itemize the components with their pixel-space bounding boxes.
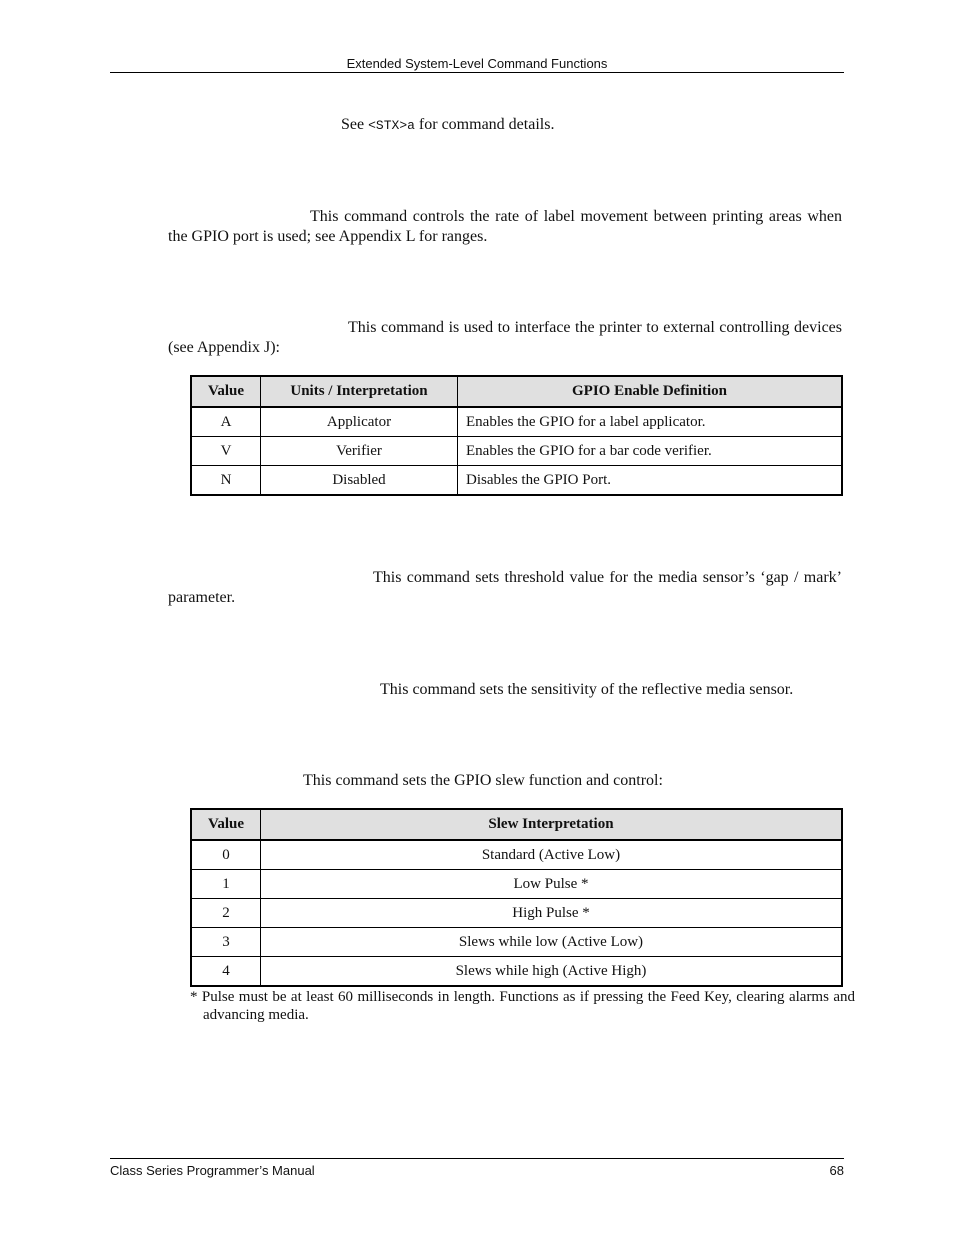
table-row bbox=[191, 437, 842, 466]
column-header: Value bbox=[191, 376, 261, 407]
column-header: Value bbox=[191, 809, 261, 840]
header-title: Extended System-Level Command Functions bbox=[346, 56, 608, 71]
label-movement-paragraph bbox=[168, 207, 842, 247]
table-cell: 4 bbox=[191, 957, 261, 987]
table-cell: Slews while high (Active High) bbox=[261, 957, 843, 987]
table-row bbox=[191, 899, 842, 928]
table-cell: 0 bbox=[191, 840, 261, 870]
pulse-footnote: * Pulse must be at least 60 milliseconds in length. Functions as if pressing the Feed Key, clearing alarms and advancing media. bbox=[190, 989, 855, 1023]
table-row bbox=[191, 957, 842, 987]
table-cell: Enables the GPIO for a label applicator. bbox=[458, 407, 843, 437]
table-header-row bbox=[191, 376, 842, 407]
table-cell: Disables the GPIO Port. bbox=[458, 466, 843, 496]
sensitivity-paragraph bbox=[380, 680, 840, 700]
table-cell: Disabled bbox=[261, 466, 458, 496]
page-footer bbox=[110, 1158, 844, 1178]
table-cell: 2 bbox=[191, 899, 261, 928]
column-header: Units / Interpretation bbox=[261, 376, 458, 407]
threshold-paragraph bbox=[168, 568, 842, 608]
table-cell: Slews while low (Active Low) bbox=[261, 928, 843, 957]
slew-table bbox=[190, 808, 843, 987]
label-movement-text: This command controls the rate of label movement between printing areas when the GPIO port is used; see Appendix L for ranges. bbox=[168, 208, 842, 245]
table-cell: 3 bbox=[191, 928, 261, 957]
table-cell: High Pulse * bbox=[261, 899, 843, 928]
page-header bbox=[110, 56, 844, 73]
page-number: 68 bbox=[829, 1163, 844, 1178]
gpio-interface-paragraph bbox=[168, 318, 842, 358]
table-cell: 1 bbox=[191, 870, 261, 899]
see-suffix: for command details. bbox=[414, 116, 555, 133]
table-row bbox=[191, 870, 842, 899]
table-cell: Verifier bbox=[261, 437, 458, 466]
table-row bbox=[191, 840, 842, 870]
see-prefix: See bbox=[341, 116, 369, 133]
table-row bbox=[191, 928, 842, 957]
table-header-row bbox=[191, 809, 842, 840]
manual-title: Class Series Programmer’s Manual bbox=[110, 1163, 315, 1178]
table-row bbox=[191, 407, 842, 437]
gpio-enable-table bbox=[190, 375, 843, 496]
gpio-interface-text: This command is used to interface the printer to external controlling devices (see Appendix J): bbox=[168, 319, 842, 356]
table-cell: Applicator bbox=[261, 407, 458, 437]
column-header: GPIO Enable Definition bbox=[458, 376, 843, 407]
stx-code: <STX>a bbox=[368, 118, 415, 133]
table-cell: N bbox=[191, 466, 261, 496]
column-header: Slew Interpretation bbox=[261, 809, 843, 840]
see-command-details bbox=[341, 115, 841, 136]
slew-paragraph bbox=[303, 771, 843, 791]
table-cell: Standard (Active Low) bbox=[261, 840, 843, 870]
table-row bbox=[191, 466, 842, 496]
table-cell: Low Pulse * bbox=[261, 870, 843, 899]
threshold-text: This command sets threshold value for the media sensor’s ‘gap / mark’ parameter. bbox=[168, 569, 842, 606]
sensitivity-text: This command sets the sensitivity of the reflective media sensor. bbox=[380, 681, 794, 698]
slew-text: This command sets the GPIO slew function and control: bbox=[303, 772, 663, 789]
table-cell: Enables the GPIO for a bar code verifier. bbox=[458, 437, 843, 466]
table-cell: V bbox=[191, 437, 261, 466]
table-cell: A bbox=[191, 407, 261, 437]
